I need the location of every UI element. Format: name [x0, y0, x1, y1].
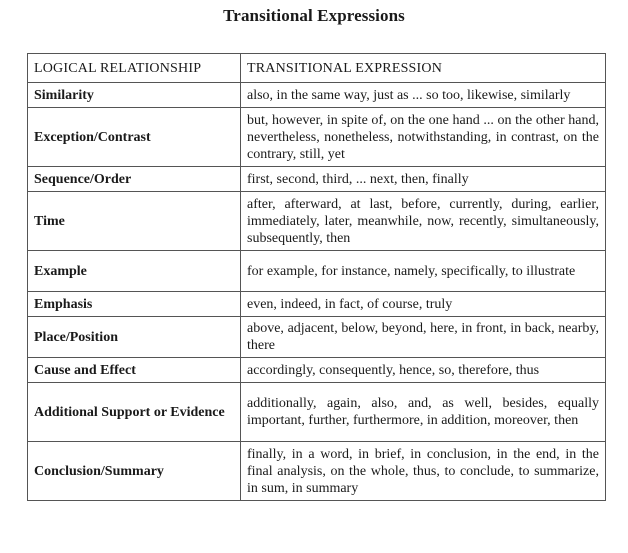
table-row	[28, 167, 606, 192]
table-row	[28, 383, 606, 442]
column-header-expression: TRANSITIONAL EXPRESSION	[241, 54, 606, 83]
table-row	[28, 108, 606, 167]
table-row	[28, 83, 606, 108]
expression-cell: above, adjacent, below, beyond, here, in front, in back, nearby, there	[241, 317, 606, 358]
table-row	[28, 442, 606, 501]
expression-cell: first, second, third, ... next, then, finally	[241, 167, 606, 192]
column-header-relationship: LOGICAL RELATIONSHIP	[28, 54, 241, 83]
expression-cell: finally, in a word, in brief, in conclusion, in the end, in the final analysis, on the whole, thus, to conclude, to summarize, in sum, in summary	[241, 442, 606, 501]
page-title: Transitional Expressions	[223, 6, 405, 25]
relationship-cell: Cause and Effect	[28, 358, 241, 383]
relationship-cell: Time	[28, 192, 241, 251]
expression-cell: additionally, again, also, and, as well, besides, equally important, further, furthermore, in addition, moreover, then	[241, 383, 606, 442]
expression-cell: also, in the same way, just as ... so too, likewise, similarly	[241, 83, 606, 108]
table-row	[28, 358, 606, 383]
header-row	[28, 54, 606, 83]
table-row	[28, 292, 606, 317]
relationship-cell: Exception/Contrast	[28, 108, 241, 167]
expression-cell: after, afterward, at last, before, currently, during, earlier, immediately, later, meanwhile, now, recently, simultaneously, subsequently, then	[241, 192, 606, 251]
expression-cell: but, however, in spite of, on the one hand ... on the other hand, nevertheless, nonetheless, notwithstanding, in contrast, on the contrary, still, yet	[241, 108, 606, 167]
relationship-cell: Similarity	[28, 83, 241, 108]
expression-cell: for example, for instance, namely, specifically, to illustrate	[241, 251, 606, 292]
table-row	[28, 192, 606, 251]
expression-cell: even, indeed, in fact, of course, truly	[241, 292, 606, 317]
expression-cell: accordingly, consequently, hence, so, therefore, thus	[241, 358, 606, 383]
relationship-cell: Additional Support or Evidence	[28, 383, 241, 442]
relationship-cell: Sequence/Order	[28, 167, 241, 192]
transitions-table	[27, 53, 606, 501]
relationship-cell: Place/Position	[28, 317, 241, 358]
relationship-cell: Example	[28, 251, 241, 292]
relationship-cell: Emphasis	[28, 292, 241, 317]
relationship-cell: Conclusion/Summary	[28, 442, 241, 501]
table-row	[28, 317, 606, 358]
table-row	[28, 251, 606, 292]
